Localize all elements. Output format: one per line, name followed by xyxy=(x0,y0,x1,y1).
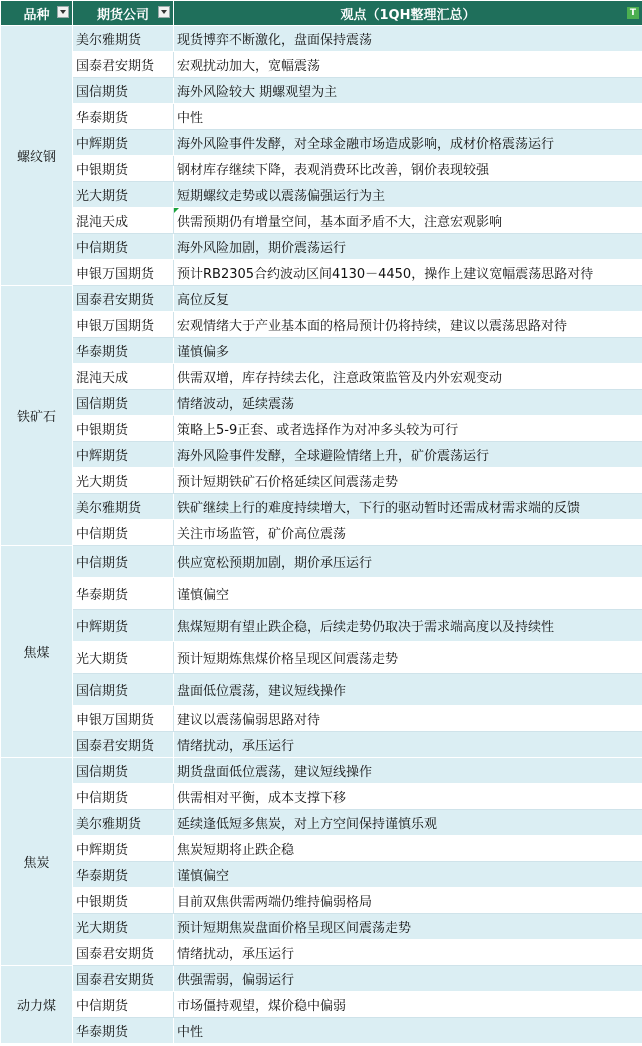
company-cell[interactable]: 中银期货 xyxy=(73,156,174,182)
table-row xyxy=(1,364,642,390)
view-cell[interactable] xyxy=(174,674,642,706)
view-cell[interactable] xyxy=(174,234,642,260)
view-cell[interactable] xyxy=(174,914,642,940)
company-cell[interactable]: 混沌天成 xyxy=(73,208,174,234)
comment-indicator-icon[interactable] xyxy=(174,208,179,213)
view-cell[interactable] xyxy=(174,468,642,494)
header-view-label: 观点（1QH整理汇总） xyxy=(340,7,476,23)
view-cell[interactable] xyxy=(174,156,642,182)
table-row xyxy=(1,130,642,156)
filter-dropdown-icon[interactable] xyxy=(158,6,170,18)
company-cell[interactable]: 光大期货 xyxy=(73,914,174,940)
view-cell[interactable] xyxy=(174,966,642,992)
table-row xyxy=(1,234,642,260)
variety-cell[interactable]: 动力煤 xyxy=(1,966,73,1044)
table-row xyxy=(1,468,642,494)
view-text: 策略上5-9正套、或者选择作为对冲多头较为可行 xyxy=(177,423,459,438)
view-cell[interactable] xyxy=(174,52,642,78)
variety-cell[interactable]: 铁矿石 xyxy=(1,286,73,546)
company-cell[interactable]: 国泰君安期货 xyxy=(73,52,174,78)
table-row xyxy=(1,104,642,130)
header-company-label: 期货公司 xyxy=(96,7,149,23)
view-text: 焦煤短期有望止跌企稳，后续走势仍取决于需求端高度以及持续性 xyxy=(177,620,555,635)
view-text: 中性 xyxy=(177,111,204,126)
view-text: 谨慎偏空 xyxy=(177,869,230,884)
company-cell[interactable]: 中信期货 xyxy=(73,520,174,546)
company-cell[interactable]: 美尔雅期货 xyxy=(73,26,174,52)
view-text: 情绪波动，延续震荡 xyxy=(177,397,295,412)
view-text: 预计RB2305合约波动区间4130－4450，操作上建议宽幅震荡思路对待 xyxy=(177,267,594,282)
company-cell[interactable]: 国信期货 xyxy=(73,78,174,104)
table-row xyxy=(1,674,642,706)
company-cell[interactable]: 美尔雅期货 xyxy=(73,810,174,836)
company-cell[interactable]: 中信期货 xyxy=(73,784,174,810)
view-cell[interactable] xyxy=(174,546,642,578)
company-cell[interactable]: 国泰君安期货 xyxy=(73,966,174,992)
company-cell[interactable]: 华泰期货 xyxy=(73,578,174,610)
view-text: 建议以震荡偏弱思路对待 xyxy=(177,713,321,728)
view-cell[interactable] xyxy=(174,888,642,914)
table-row xyxy=(1,416,642,442)
table-row xyxy=(1,52,642,78)
view-text: 预计短期焦炭盘面价格呈现区间震荡走势 xyxy=(177,921,412,936)
table-row xyxy=(1,546,642,578)
table-row xyxy=(1,610,642,642)
table-row xyxy=(1,312,642,338)
view-cell[interactable] xyxy=(174,182,642,208)
table-row xyxy=(1,338,642,364)
table-row xyxy=(1,208,642,234)
table-row xyxy=(1,732,642,758)
filter-dropdown-icon[interactable] xyxy=(57,6,69,18)
view-text: 焦炭短期将止跌企稳 xyxy=(177,843,295,858)
header-company[interactable] xyxy=(73,1,174,26)
view-cell[interactable] xyxy=(174,286,642,312)
filter-active-icon[interactable]: T xyxy=(627,7,639,19)
view-cell[interactable] xyxy=(174,338,642,364)
company-cell[interactable]: 国信期货 xyxy=(73,674,174,706)
view-text: 延续逢低短多焦炭，对上方空间保持谨慎乐观 xyxy=(177,817,438,832)
company-cell[interactable]: 华泰期货 xyxy=(73,862,174,888)
view-cell[interactable] xyxy=(174,26,642,52)
table-row xyxy=(1,914,642,940)
table-row xyxy=(1,992,642,1018)
header-variety-label: 品种 xyxy=(23,7,50,23)
company-cell[interactable]: 中银期货 xyxy=(73,888,174,914)
view-cell[interactable] xyxy=(174,940,642,966)
view-text: 供需预期仍有增量空间，基本面矛盾不大，注意宏观影响 xyxy=(177,215,503,230)
view-text: 目前双焦供需两端仍维持偏弱格局 xyxy=(177,895,373,910)
company-cell[interactable]: 中银期货 xyxy=(73,416,174,442)
view-cell[interactable] xyxy=(174,78,642,104)
view-cell[interactable] xyxy=(174,758,642,784)
company-cell[interactable]: 光大期货 xyxy=(73,642,174,674)
view-cell[interactable] xyxy=(174,862,642,888)
company-cell[interactable]: 混沌天成 xyxy=(73,364,174,390)
company-cell[interactable]: 光大期货 xyxy=(73,468,174,494)
view-cell[interactable] xyxy=(174,260,642,286)
table-row xyxy=(1,758,642,784)
view-cell[interactable] xyxy=(174,390,642,416)
header-variety[interactable] xyxy=(1,1,73,26)
view-text: 铁矿继续上行的难度持续增大，下行的驱动暂时还需成材需求端的反馈 xyxy=(177,501,581,516)
view-cell[interactable] xyxy=(174,208,642,234)
view-text: 情绪扰动，承压运行 xyxy=(177,947,295,962)
company-cell[interactable]: 华泰期货 xyxy=(73,338,174,364)
company-cell[interactable]: 国信期货 xyxy=(73,390,174,416)
view-text: 市场僵持观望，煤价稳中偏弱 xyxy=(177,999,347,1014)
view-cell[interactable] xyxy=(174,494,642,520)
view-text: 海外风险较大 期螺观望为主 xyxy=(177,85,338,100)
company-cell[interactable]: 中辉期货 xyxy=(73,130,174,156)
company-cell[interactable]: 国泰君安期货 xyxy=(73,732,174,758)
view-cell[interactable] xyxy=(174,442,642,468)
view-text: 谨慎偏多 xyxy=(177,345,230,360)
company-cell[interactable]: 中辉期货 xyxy=(73,836,174,862)
table-body xyxy=(1,26,642,1044)
header-view[interactable] xyxy=(174,1,642,26)
company-cell[interactable]: 中辉期货 xyxy=(73,610,174,642)
view-text: 盘面低位震荡，建议短线操作 xyxy=(177,684,347,699)
header-row xyxy=(1,1,642,26)
view-text: 中性 xyxy=(177,1025,204,1040)
view-text: 海外风险事件发酵，全球避险情绪上升，矿价震荡运行 xyxy=(177,449,490,464)
company-cell[interactable]: 申银万国期货 xyxy=(73,260,174,286)
view-cell[interactable] xyxy=(174,810,642,836)
company-cell[interactable]: 华泰期货 xyxy=(73,1018,174,1044)
view-cell[interactable] xyxy=(174,992,642,1018)
table-row xyxy=(1,78,642,104)
company-cell[interactable]: 国泰君安期货 xyxy=(73,940,174,966)
table-row xyxy=(1,26,642,52)
view-text: 现货博弈不断激化，盘面保持震荡 xyxy=(177,33,373,48)
view-text: 短期螺纹走势或以震荡偏强运行为主 xyxy=(177,189,386,204)
table-row xyxy=(1,810,642,836)
view-text: 宏观情绪大于产业基本面的格局预计仍将持续，建议以震荡思路对待 xyxy=(177,319,568,334)
view-text: 海外风险事件发酵，对全球金融市场造成影响，成材价格震荡运行 xyxy=(177,137,555,152)
table-row xyxy=(1,260,642,286)
view-cell[interactable] xyxy=(174,784,642,810)
view-text: 供需相对平衡，成本支撑下移 xyxy=(177,791,347,806)
table-row xyxy=(1,390,642,416)
view-text: 预计短期炼焦煤价格呈现区间震荡走势 xyxy=(177,652,399,667)
variety-cell[interactable]: 焦煤 xyxy=(1,546,73,758)
company-cell[interactable]: 华泰期货 xyxy=(73,104,174,130)
company-cell[interactable]: 美尔雅期货 xyxy=(73,494,174,520)
variety-cell[interactable]: 焦炭 xyxy=(1,758,73,966)
view-text: 关注市场监管，矿价高位震荡 xyxy=(177,527,347,542)
table-row xyxy=(1,784,642,810)
company-cell[interactable]: 中信期货 xyxy=(73,992,174,1018)
view-cell[interactable] xyxy=(174,1018,642,1044)
table-row xyxy=(1,706,642,732)
company-cell[interactable]: 光大期货 xyxy=(73,182,174,208)
company-cell[interactable]: 中信期货 xyxy=(73,546,174,578)
table-row xyxy=(1,940,642,966)
view-text: 海外风险加剧，期价震荡运行 xyxy=(177,241,347,256)
view-cell[interactable] xyxy=(174,732,642,758)
view-cell[interactable] xyxy=(174,130,642,156)
table-row xyxy=(1,888,642,914)
company-cell[interactable]: 国泰君安期货 xyxy=(73,286,174,312)
view-cell[interactable] xyxy=(174,416,642,442)
variety-cell[interactable]: 螺纹钢 xyxy=(1,26,73,286)
view-text: 供强需弱，偏弱运行 xyxy=(177,973,295,988)
view-cell[interactable] xyxy=(174,706,642,732)
table-row xyxy=(1,578,642,610)
view-cell[interactable] xyxy=(174,364,642,390)
view-text: 预计短期铁矿石价格延续区间震荡走势 xyxy=(177,475,399,490)
company-cell[interactable]: 申银万国期货 xyxy=(73,312,174,338)
view-cell[interactable] xyxy=(174,520,642,546)
table-row xyxy=(1,520,642,546)
view-text: 钢材库存继续下降，表观消费环比改善，钢价表现较强 xyxy=(177,163,490,178)
company-cell[interactable]: 中辉期货 xyxy=(73,442,174,468)
view-text: 高位反复 xyxy=(177,293,230,308)
table-row xyxy=(1,442,642,468)
view-text: 宏观扰动加大，宽幅震荡 xyxy=(177,59,321,74)
view-text: 情绪扰动，承压运行 xyxy=(177,739,295,754)
table-row xyxy=(1,1018,642,1044)
table-row xyxy=(1,494,642,520)
view-cell[interactable] xyxy=(174,610,642,642)
view-cell[interactable] xyxy=(174,578,642,610)
view-text: 期货盘面低位震荡，建议短线操作 xyxy=(177,765,373,780)
view-cell[interactable] xyxy=(174,836,642,862)
table-row xyxy=(1,642,642,674)
table-row xyxy=(1,836,642,862)
table-row xyxy=(1,182,642,208)
table-row xyxy=(1,966,642,992)
company-cell[interactable]: 申银万国期货 xyxy=(73,706,174,732)
view-cell[interactable] xyxy=(174,312,642,338)
table-row xyxy=(1,156,642,182)
table-row xyxy=(1,286,642,312)
company-cell[interactable]: 国信期货 xyxy=(73,758,174,784)
view-text: 供需双增，库存持续去化，注意政策监管及内外宏观变动 xyxy=(177,371,503,386)
table-row xyxy=(1,862,642,888)
view-cell[interactable] xyxy=(174,642,642,674)
company-cell[interactable]: 中信期货 xyxy=(73,234,174,260)
view-text: 谨慎偏空 xyxy=(177,588,230,603)
view-cell[interactable] xyxy=(174,104,642,130)
view-text: 供应宽松预期加剧，期价承压运行 xyxy=(177,556,373,571)
